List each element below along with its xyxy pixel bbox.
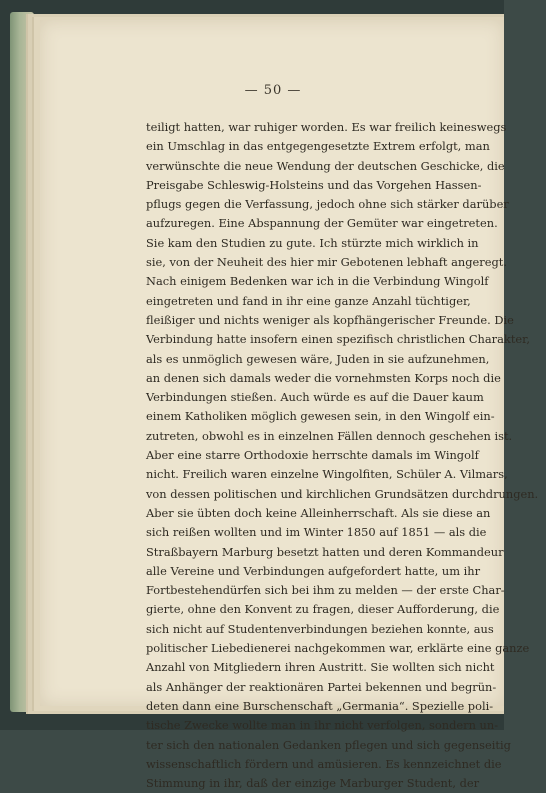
text-line: teiligt hatten, war ruhiger worden. Es war freilich keineswegs: [146, 120, 507, 134]
text-line: einem Katholiken möglich gewesen sein, in den Wingolf ein-: [146, 409, 495, 424]
text-line: alle Vereine und Verbindungen aufgefordert hatte, um ihr: [146, 563, 481, 578]
text-line: sie, von der Neuheit des hier mir Gebotenen lebhaft angeregt.: [146, 255, 507, 270]
text-line: fleißiger und nichts weniger als kopfhängerischer Freunde. Die: [146, 312, 514, 327]
text-line: an denen sich damals weder die vornehmsten Korps noch die: [146, 370, 501, 385]
text-line: aufzuregen. Eine Abspannung der Gemüter war eingetreten.: [146, 216, 498, 231]
text-line: von dessen politischen und kirchlichen Grundsätzen durchdrungen.: [146, 486, 539, 501]
text-line: tische Zwecke wollte man in ihr nicht verfolgen, sondern un-: [146, 718, 499, 733]
text-line: Preisgabe Schleswig-Holsteins und das Vorgehen Hassen-: [146, 177, 482, 192]
text-line: Fortbestehendürfen sich bei ihm zu melden — der erste Char-: [146, 583, 505, 598]
text-line: Stimmung in ihr, daß der einzige Marburger Student, der: [146, 776, 480, 791]
body-text: [146, 118, 539, 793]
text-line: ein Umschlag in das entgegengesetzte Extrem erfolgt, man: [146, 139, 490, 154]
text-line: nicht. Freilich waren einzelne Wingolfiten, Schüler A. Vilmars,: [146, 467, 508, 482]
text-line: gierte, ohne den Konvent zu fragen, dieser Aufforderung, die: [146, 602, 500, 617]
text-line: verwünschte die neue Wendung der deutschen Geschicke, die: [146, 158, 505, 173]
text-line: pflugs gegen die Verfassung, jedoch ohne sich stärker darüber: [146, 197, 509, 212]
text-line: Sie kam den Studien zu gute. Ich stürzte mich wirklich in: [146, 235, 479, 250]
text-line: als es unmöglich gewesen wäre, Juden in sie aufzunehmen,: [146, 351, 490, 366]
text-line: zutreten, obwohl es in einzelnen Fällen dennoch geschehen ist.: [146, 428, 513, 443]
text-line: eingetreten und fand in ihr eine ganze Anzahl tüchtiger,: [146, 293, 471, 308]
text-line: Anzahl von Mitgliedern ihren Austritt. Sie wollten sich nicht: [146, 660, 495, 675]
text-line: Straßbayern Marburg besetzt hatten und deren Kommandeur: [146, 544, 504, 559]
text-line: wissenschaftlich fördern und amüsieren. Es kennzeichnet die: [146, 756, 502, 771]
text-line: als Anhänger der reaktionären Partei bekennen und begrün-: [146, 679, 497, 694]
page-number: — 50 —: [244, 83, 302, 98]
text-line: Aber eine starre Orthodoxie herrschte damals im Wingolf: [146, 448, 479, 463]
text-line: deten dann eine Burschenschaft „Germania“. Spezielle poli-: [146, 698, 494, 713]
text-line: politischer Liebedienerei nachgekommen war, erklärte eine ganze: [146, 641, 530, 656]
text-line: Nach einigem Bedenken war ich in die Verbindung Wingolf: [146, 274, 489, 289]
text-line: Aber sie übten doch keine Alleinherrschaft. Als sie diese an: [146, 505, 491, 520]
text-line: sich nicht auf Studentenverbindungen beziehen konnte, aus: [146, 621, 494, 636]
text-line: sich reißen wollten und im Winter 1850 auf 1851 — als die: [146, 525, 487, 540]
text-line: ter sich den nationalen Gedanken pflegen und sich gegenseitig: [146, 737, 511, 752]
text-line: Verbindungen stießen. Auch würde es auf die Dauer kaum: [146, 390, 484, 405]
text-line: Verbindung hatte insofern einen spezifisch christlichen Charakter,: [146, 332, 530, 347]
